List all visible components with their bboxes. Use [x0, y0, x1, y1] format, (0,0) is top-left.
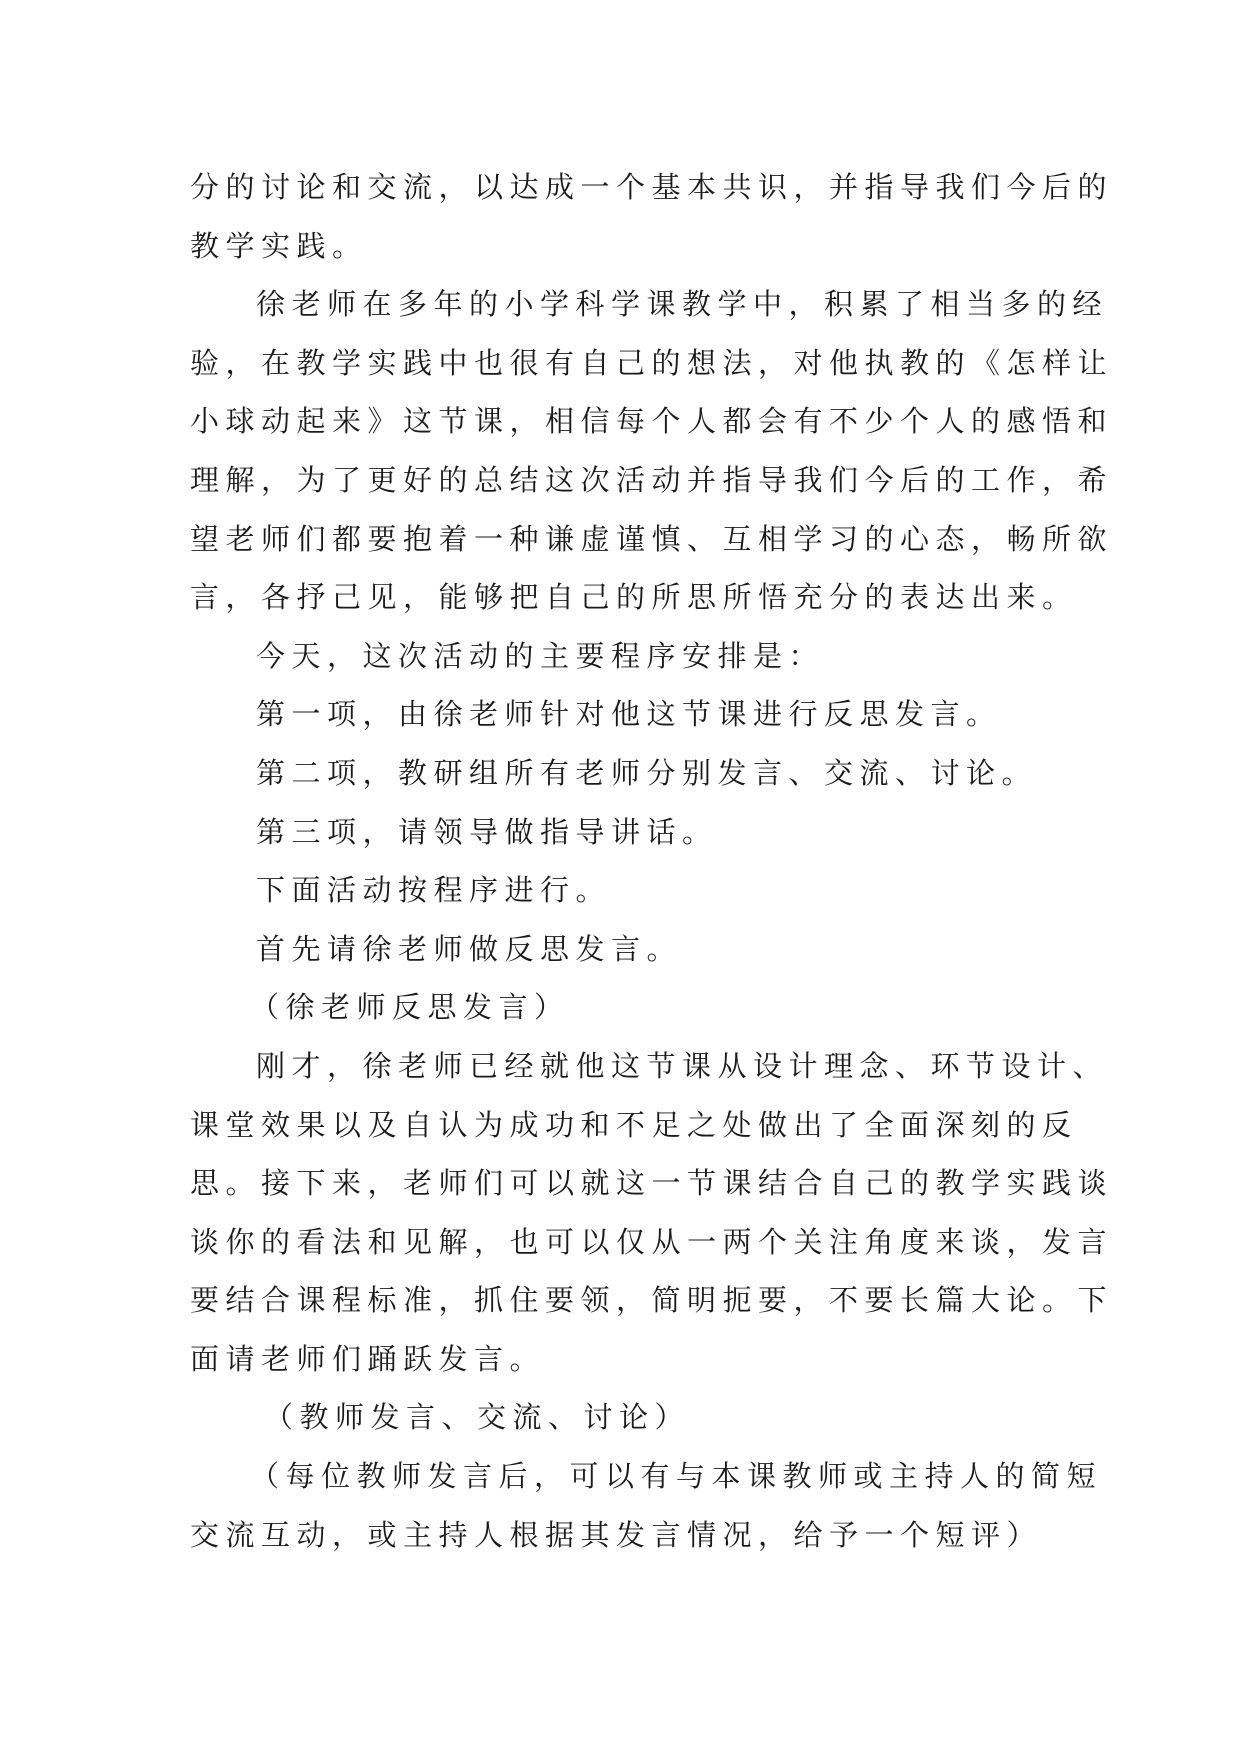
text-line: 验，在教学实践中也很有自己的想法，对他执教的《怎样让: [190, 345, 1114, 380]
text-line: 分的讨论和交流，以达成一个基本共识，并指导我们今后的: [190, 170, 1114, 204]
text-line: （徐老师反思发言）: [250, 990, 570, 1025]
text-line: 徐老师在多年的小学科学课教学中，积累了相当多的经: [256, 287, 1109, 322]
text-line: 言，各抒己见，能够把自己的所思所悟充分的表达出来。: [190, 580, 1078, 615]
text-line: 思。接下来，老师们可以就这一节课结合自己的教学实践谈: [190, 1166, 1114, 1201]
text-line: 首先请徐老师做反思发言。: [256, 931, 683, 966]
text-line: 刚才，徐老师已经就他这节课从设计理念、环节设计、: [256, 1048, 1109, 1083]
text-line: 第一项，由徐老师针对他这节课进行反思发言。: [256, 697, 1002, 732]
text-line: 第三项，请领导做指导讲话。: [256, 814, 718, 849]
text-line: 理解，为了更好的总结这次活动并指导我们今后的工作，希: [190, 462, 1114, 497]
text-line: 今天，这次活动的主要程序安排是：: [256, 638, 825, 673]
text-line: 谈你的看法和见解，也可以仅从一两个关注角度来谈，发言: [190, 1224, 1114, 1259]
text-line: 小球动起来》这节课，相信每个人都会有不少个人的感悟和: [190, 404, 1114, 439]
text-line: 课堂效果以及自认为成功和不足之处做出了全面深刻的反: [190, 1107, 1078, 1142]
text-line: 下面活动按程序进行。: [256, 873, 612, 908]
text-line: 交流互动，或主持人根据其发言情况，给予一个短评）: [190, 1517, 1043, 1552]
text-line: 要结合课程标准，抓住要领，简明扼要，不要长篇大论。下: [190, 1283, 1114, 1318]
text-line: 教学实践。: [190, 228, 368, 263]
text-line: 第二项，教研组所有老师分别发言、交流、讨论。: [256, 755, 1038, 790]
text-line: 面请老师们踊跃发言。: [190, 1341, 546, 1376]
text-line: （每位教师发言后，可以有与本课教师或主持人的简短: [250, 1459, 1103, 1494]
document-body: [190, 158, 1114, 1564]
text-line: 望老师们都要抱着一种谦虚谨慎、互相学习的心态，畅所欲: [190, 521, 1114, 556]
text-line: （教师发言、交流、讨论）: [264, 1400, 691, 1435]
